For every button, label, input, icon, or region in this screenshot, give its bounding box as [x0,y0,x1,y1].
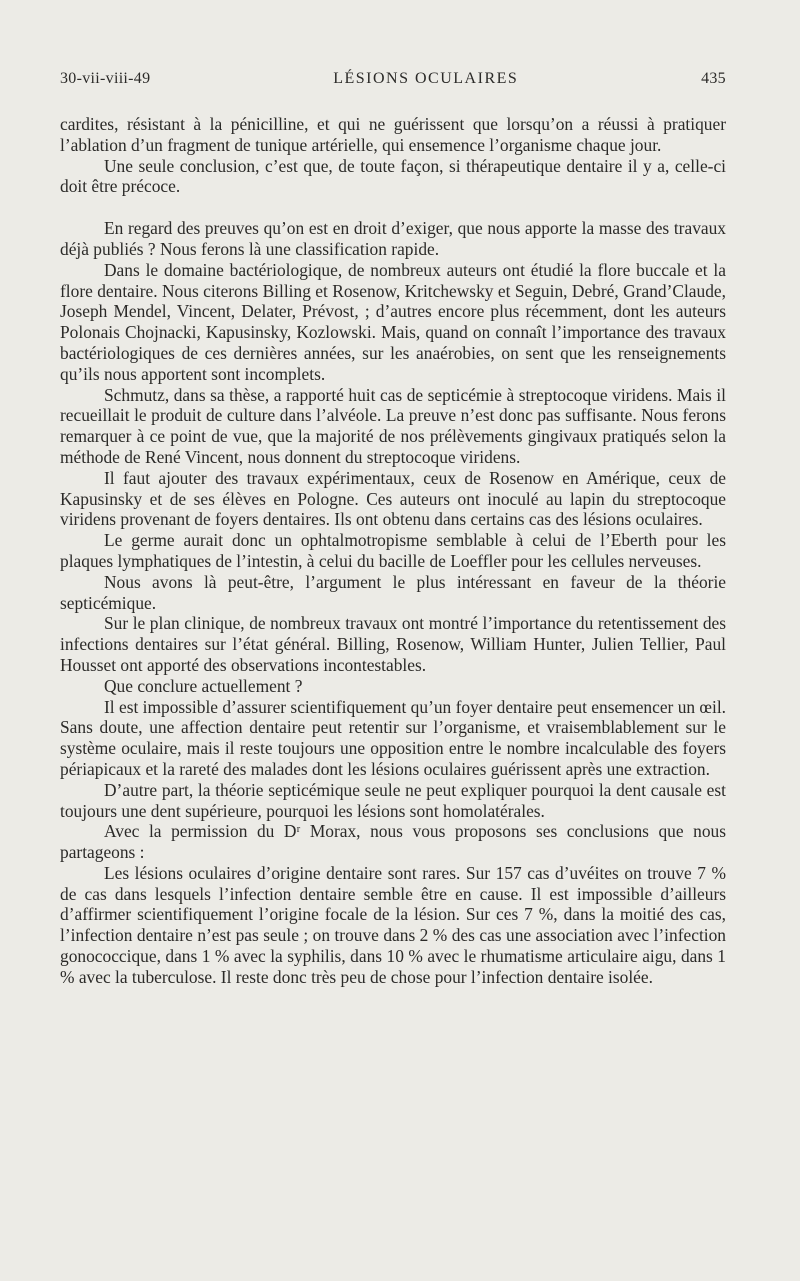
paragraph: Avec la permission du Dʳ Morax, nous vous proposons ses conclusions que nous partageons : [60,821,726,863]
paragraph: Il faut ajouter des travaux expérimentaux, ceux de Rosenow en Amérique, ceux de Kapusinsky et de ses élèves en Pologne. Ces auteurs ont inoculé au lapin du streptocoque viridens provenant de foyers dentaires. Ils ont obtenu dans certains cas des lésions oculaires. [60,467,726,530]
paragraph: Le germe aurait donc un ophtalmotropisme semblable à celui de l’Eberth pour les plaques lymphatiques de l’intestin, à celui du bacille de Loeffler pour les cellules nerveuses. [60,530,726,571]
paragraph: cardites, résistant à la pénicilline, et qui ne guérissent que lorsqu’on a réussi à pratiquer l’ablation d’un fragment de tunique artérielle, qui ensemence l’organisme chaque jour. [60,114,726,155]
paragraph: D’autre part, la théorie septicémique seule ne peut expliquer pourquoi la dent causale est toujours une dent supérieure, pourquoi les lésions sont homolatérales. [60,779,726,821]
body-text-section-2 [60,218,726,987]
paragraph: Sur le plan clinique, de nombreux travaux ont montré l’importance du retentissement des infections dentaires sur l’état général. Billing, Rosenow, William Hunter, Julien Tellier, Paul Housset ont apporté des observations incontestables. [60,613,726,675]
page-number: 435 [701,70,726,87]
paragraph: Nous avons là peut-être, l’argument le plus intéressant en faveur de la théorie septicémique. [60,571,726,613]
paragraph: Que conclure actuellement ? [104,675,303,696]
document-page [60,70,726,988]
body-text-section-1 [60,114,726,197]
paragraph: En regard des preuves qu’on est en droit d’exiger, que nous apporte la masse des travaux déjà publiés ? Nous ferons là une classification rapide. [60,218,726,259]
paragraph: Les lésions oculaires d’origine dentaire sont rares. Sur 157 cas d’uvéites on trouve 7 % de cas dans lesquels l’infection dentaire semble être en cause. Il est impossible d’ailleurs d’affirmer scientifiquement l’origine focale de la lésion. Sur ces 7 %, dans la moitié des cas, l’infection dentaire n’est pas seule ; on trouve dans 2 % des cas une association avec l’infection gonococcique, dans 1 % avec la syphilis, dans 10 % avec le rhumatisme articulaire aigu, dans 1 % avec la tuberculose. Il reste donc très peu de chose pour l’infection dentaire isolée. [60,862,726,987]
running-header [60,70,726,98]
section-gap [60,197,726,218]
paragraph: Schmutz, dans sa thèse, a rapporté huit cas de septicémie à streptocoque viridens. Mais il recueillait le produit de culture dans l’alvéole. La preuve n’est donc pas suffisante. Nous ferons remarquer à ce point de vue, que la majorité de nos prélèvements gingivaux pratiqués selon la méthode de René Vincent, nous donnent du streptocoque viridens. [60,384,726,467]
running-title: LÉSIONS OCULAIRES [333,70,519,87]
paragraph: Il est impossible d’assurer scientifiquement qu’un foyer dentaire peut ensemencer un œil. Sans doute, une affection dentaire peut retentir sur l’organisme, et vraisemblablement sur le système oculaire, mais il reste toujours une opposition entre le nombre incalculable des foyers périapicaux et la rareté des malades dont les lésions oculaires guérissent après une extraction. [60,696,727,779]
paragraph: Dans le domaine bactériologique, de nombreux auteurs ont étudié la flore buccale et la flore dentaire. Nous citerons Billing et Rosenow, Kritchewsky et Seguin, Debré, Grand’Claude, Joseph Mendel, Vincent, Delater, Prévost, ; d’autres encore plus récemment, dont les auteurs Polonais Chojnacki, Kapusinsky, Kozlowski. Mais, quand on connaît l’importance des travaux bactériologiques de ces dernières années, sur les anaérobies, on sent que les renseignements qu’ils nous apportent sont incomplets. [60,259,726,384]
paragraph: Une seule conclusion, c’est que, de toute façon, si thérapeutique dentaire il y a, celle-ci doit être précoce. [60,155,726,197]
issue-date: 30-vii-viii-49 [60,70,151,87]
